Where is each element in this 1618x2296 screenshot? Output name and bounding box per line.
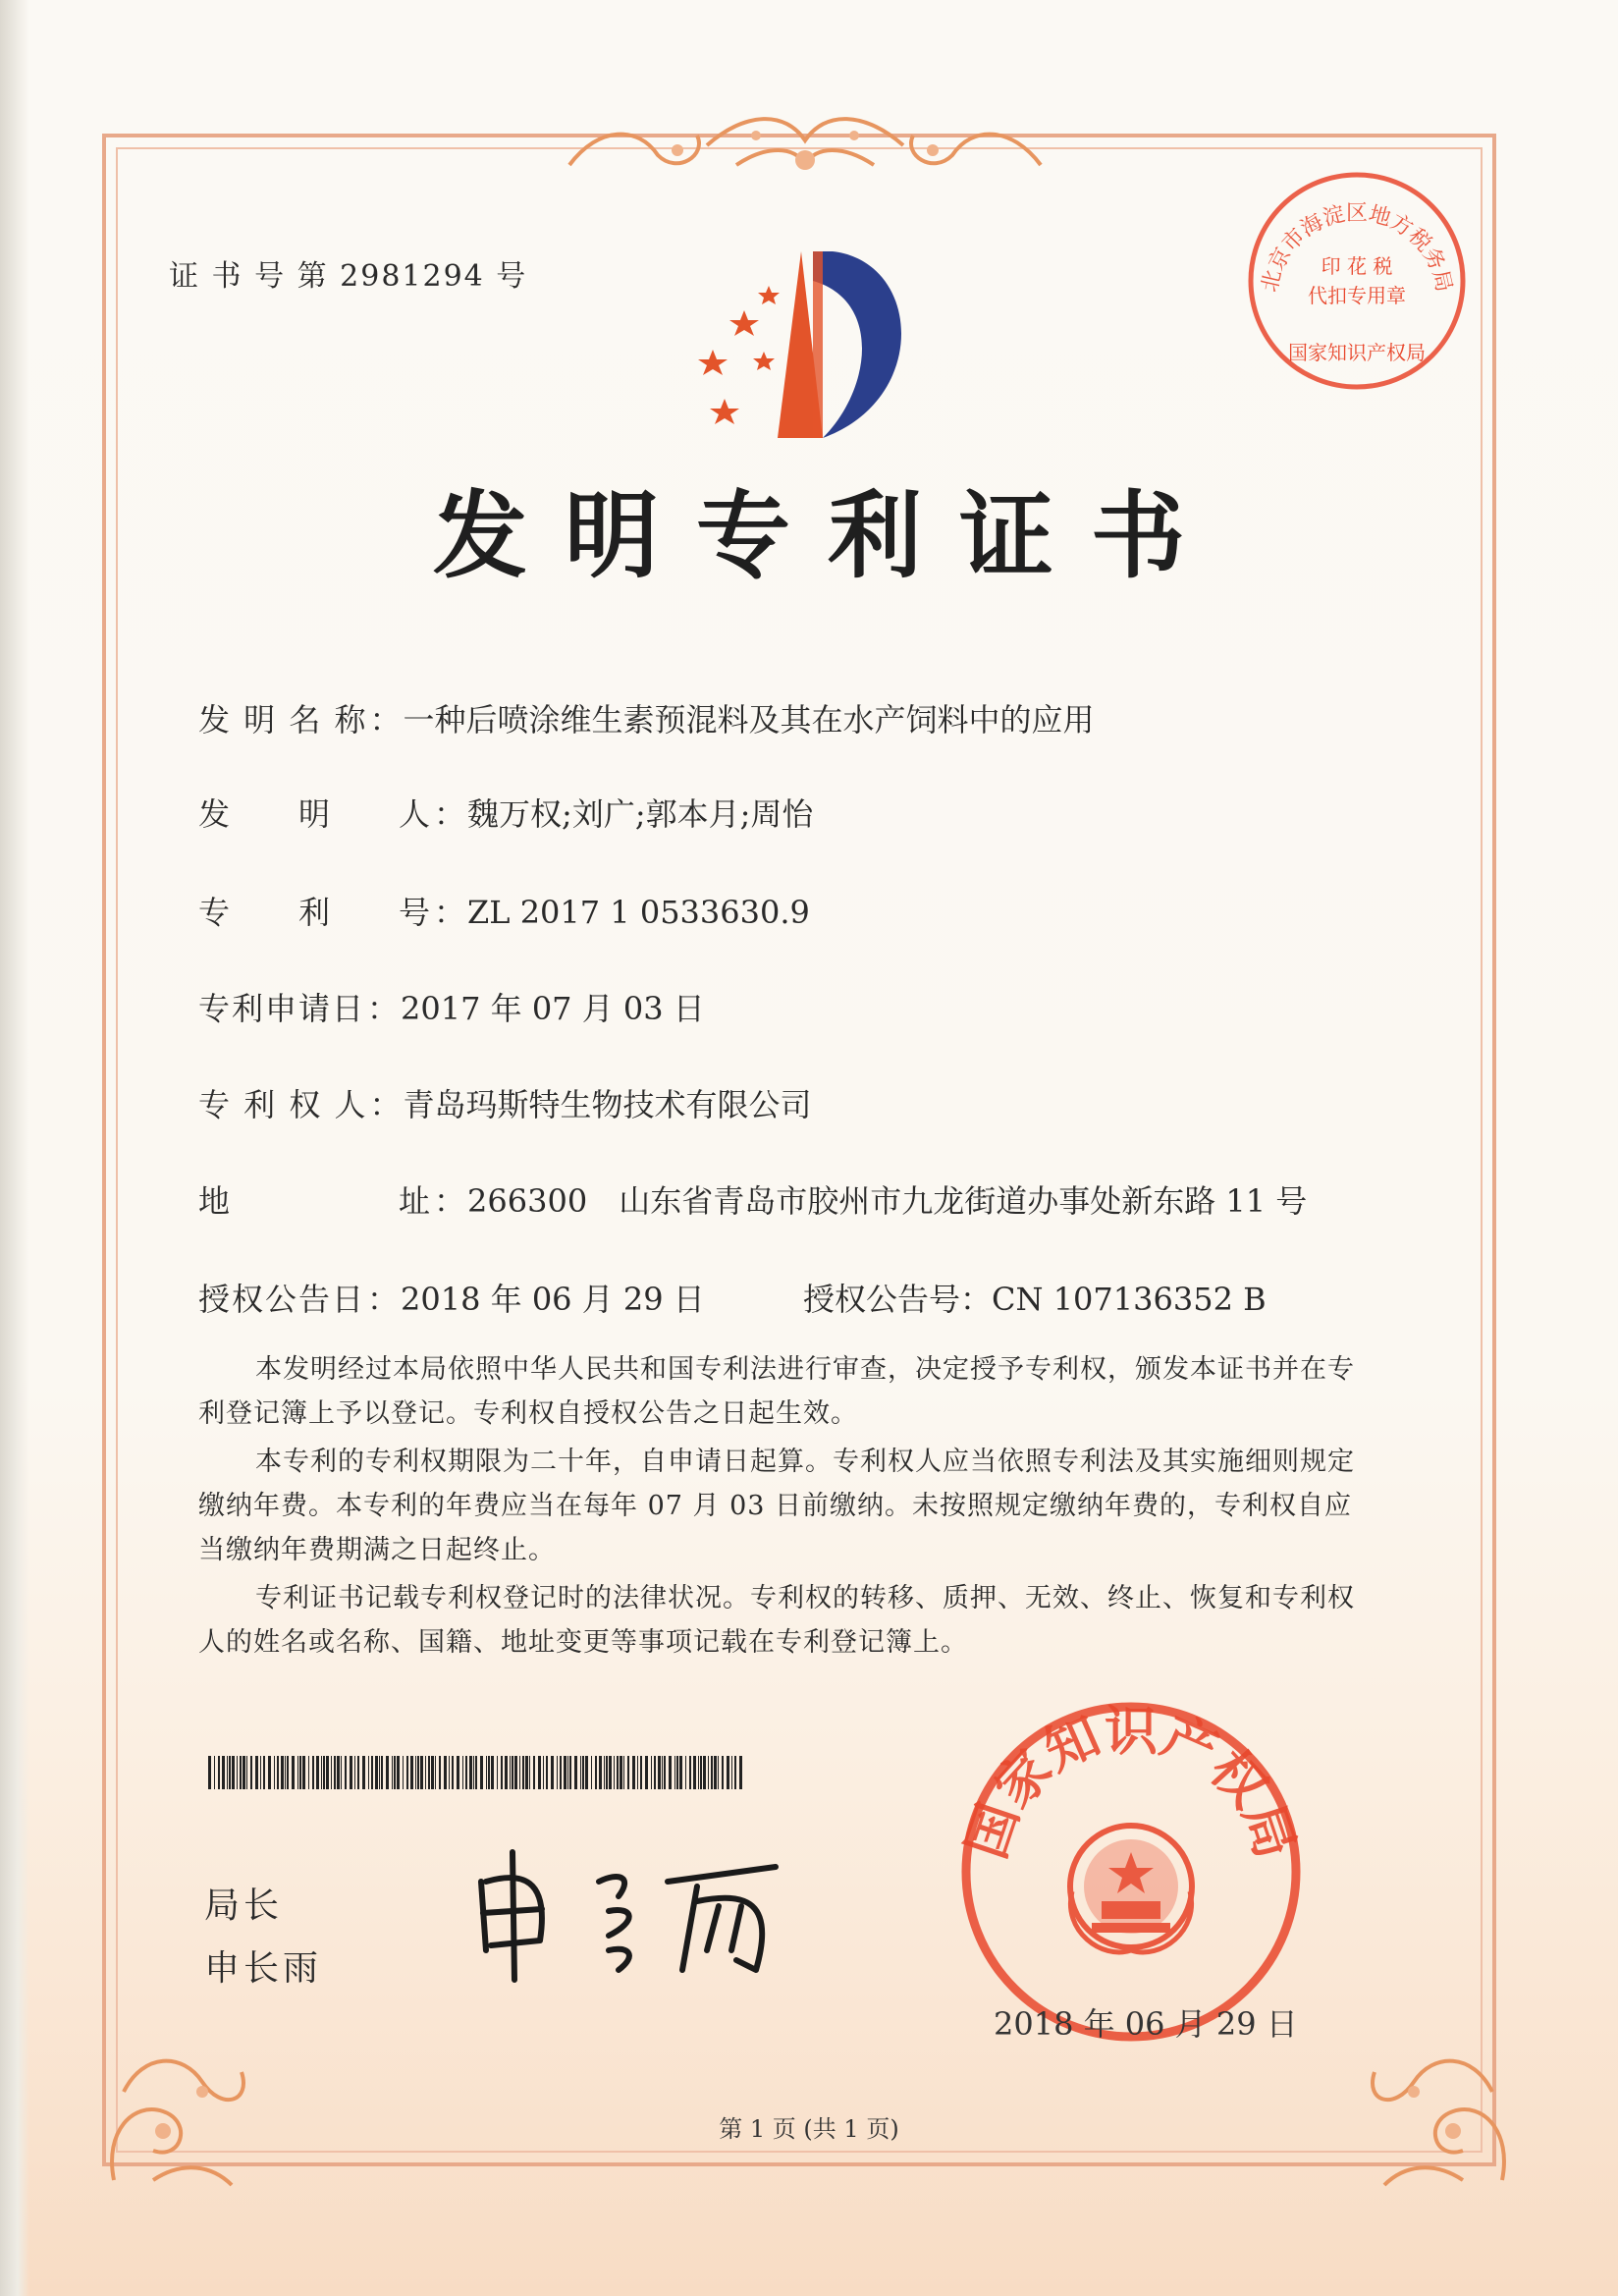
field-value: 2017 年 07 月 03 日 bbox=[401, 990, 705, 1027]
field-label: 专 利 号 bbox=[198, 894, 433, 931]
field-inventors: 发 明 人：魏万权;刘广;郭本月;周怡 bbox=[198, 790, 813, 835]
field-value: 一种后喷涂维生素预混料及其在水产饲料中的应用 bbox=[403, 701, 1095, 738]
field-label: 地 址 bbox=[198, 1182, 433, 1220]
field-value: 266300 山东省青岛市胶州市九龙街道办事处新东路 11 号 bbox=[467, 1182, 1308, 1220]
scan-edge bbox=[0, 0, 29, 2296]
patent-office-logo bbox=[675, 242, 927, 448]
stamp-office-ring-text: 国家知识产权局 bbox=[954, 1700, 1308, 1866]
certificate-number: 证 书 号 第 2981294 号 bbox=[169, 259, 528, 294]
stamp-tax-center-1: 印 花 税 bbox=[1321, 254, 1393, 278]
signatory-name: 申长雨 bbox=[204, 1948, 323, 1989]
svg-text:北京市海淀区地方税务局 bbox=[1258, 201, 1456, 295]
stamp-tax-bureau bbox=[1239, 163, 1475, 399]
field-grant-date: 授权公告日：2018 年 06 月 29 日 bbox=[198, 1275, 705, 1320]
field-label: 发 明 人 bbox=[198, 795, 433, 833]
paragraph: 专利证书记载专利权登记时的法律状况。专利权的转移、质押、无效、终止、恢复和专利权人的姓名或名称、国籍、地址变更等事项记载在专利登记簿上。 bbox=[198, 1583, 1355, 1658]
field-label: 专 利 权 人 bbox=[198, 1086, 368, 1123]
field-invention-name: 发 明 名 称：一种后喷涂维生素预混料及其在水产饲料中的应用 bbox=[198, 695, 1095, 740]
field-grant-number: 授权公告号：CN 107136352 B bbox=[803, 1281, 1267, 1318]
field-value: 魏万权;刘广;郭本月;周怡 bbox=[467, 795, 814, 833]
page-indicator: 第 1 页 (共 1 页) bbox=[719, 2115, 899, 2143]
stamp-ip-office bbox=[954, 1695, 1308, 2049]
field-value: CN 107136352 B bbox=[992, 1281, 1267, 1318]
document-title: 发明专利证书 bbox=[433, 480, 1222, 591]
stamp-tax-ring-text: 北京市海淀区地方税务局 bbox=[1258, 200, 1456, 295]
stamp-tax-center-2: 代扣专用章 bbox=[1308, 284, 1406, 307]
field-label: 发 明 名 称 bbox=[198, 701, 368, 738]
body-text bbox=[198, 1347, 1376, 1665]
barcode bbox=[208, 1756, 744, 1789]
field-value: 青岛玛斯特生物技术有限公司 bbox=[403, 1086, 812, 1123]
paragraph: 本专利的专利权期限为二十年，自申请日起算。专利权人应当依照专利法及其实施细则规定缴纳年费。本专利的年费应当在每年 07 月 03 日前缴纳。未按照规定缴纳年费的，专利权自应当缴纳年费期满之日起终止。 bbox=[198, 1447, 1355, 1565]
field-patentee: 专 利 权 人：青岛玛斯特生物技术有限公司 bbox=[198, 1080, 812, 1125]
field-patent-number: 专 利 号：ZL 2017 1 0533630.9 bbox=[198, 888, 810, 933]
field-value: 2018 年 06 月 29 日 bbox=[401, 1281, 705, 1318]
handwritten-signature bbox=[461, 1842, 815, 1990]
field-label: 授权公告号 bbox=[803, 1281, 961, 1318]
paragraph: 本发明经过本局依照中华人民共和国专利法进行审查，决定授予专利权，颁发本证书并在专利登记簿上予以登记。专利权自授权公告之日起生效。 bbox=[198, 1354, 1355, 1429]
field-value: ZL 2017 1 0533630.9 bbox=[467, 894, 810, 931]
bottom-left-ornament bbox=[94, 1994, 261, 2190]
field-application-date: 专利申请日：2017 年 07 月 03 日 bbox=[198, 984, 705, 1029]
top-ornament bbox=[560, 106, 1051, 185]
field-label: 专利申请日 bbox=[198, 990, 366, 1027]
bottom-right-ornament bbox=[1355, 1994, 1522, 2190]
stamp-tax-bottom: 国家知识产权局 bbox=[1288, 341, 1426, 364]
field-label: 授权公告日 bbox=[198, 1281, 366, 1318]
issue-date: 2018 年 06 月 29 日 bbox=[994, 2005, 1298, 2043]
field-address: 地 址：266300 山东省青岛市胶州市九龙街道办事处新东路 11 号 bbox=[198, 1176, 1307, 1222]
signatory-title: 局长 bbox=[204, 1886, 284, 1926]
